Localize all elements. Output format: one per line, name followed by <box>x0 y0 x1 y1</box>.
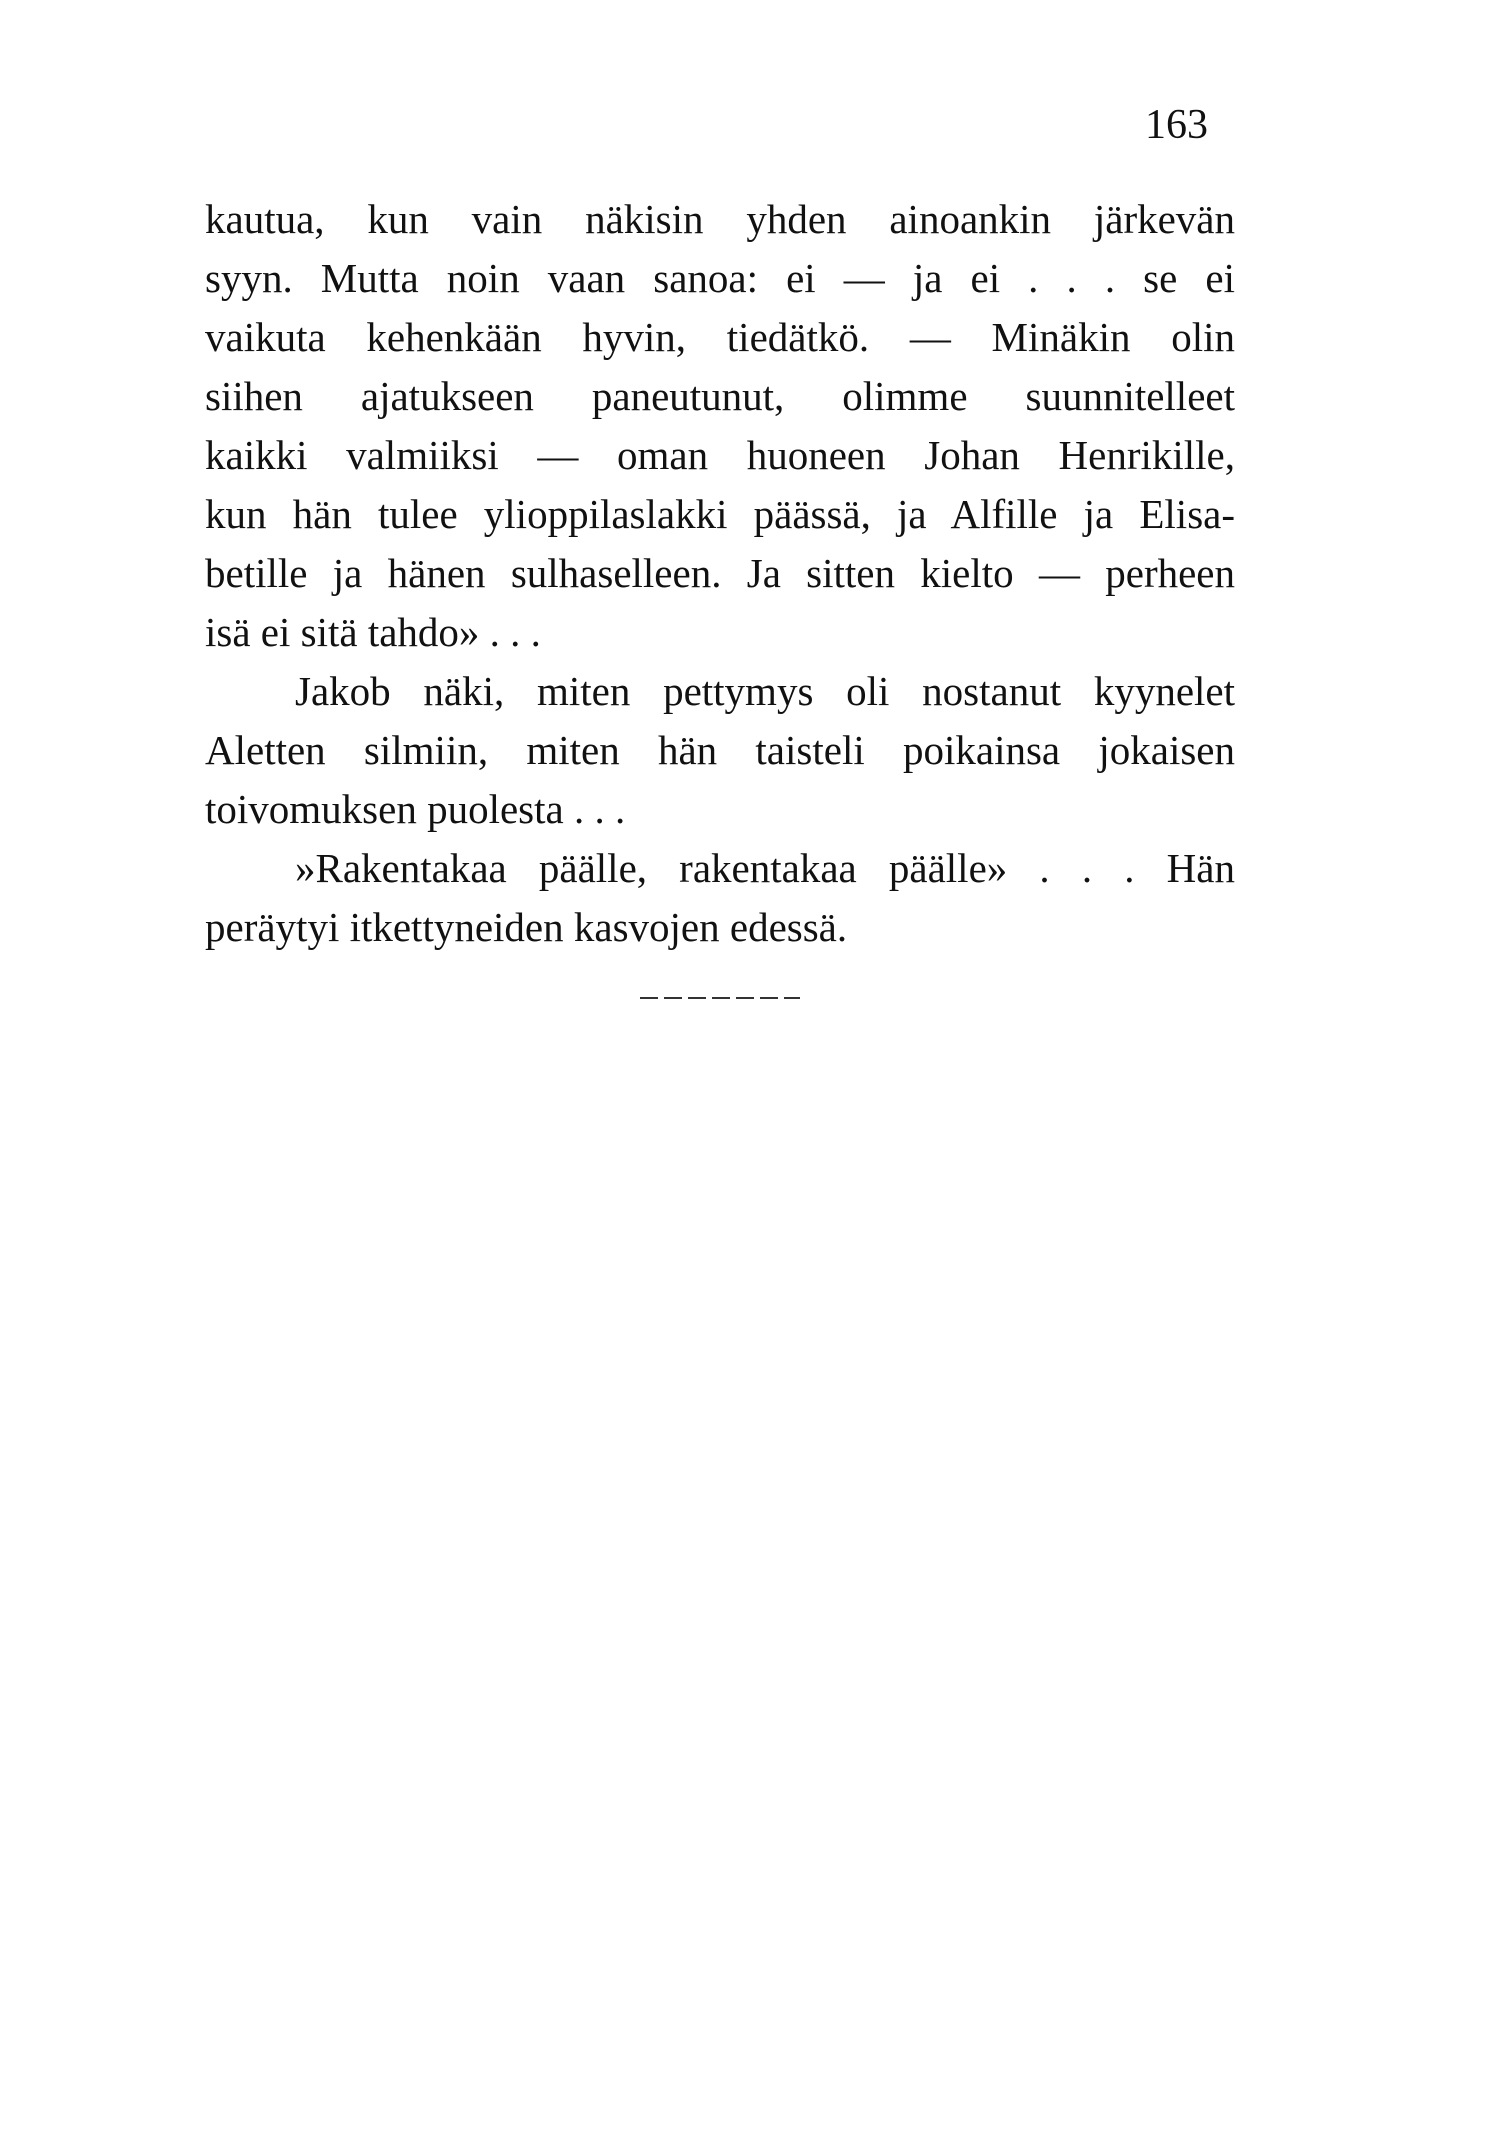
text-line: kun hän tulee ylioppilaslakki päässä, ja Alfille ja Elisa- <box>205 491 1235 537</box>
text-line: siihen ajatukseen paneutunut, olimme suunnitelleet <box>205 373 1235 419</box>
text-line: »Rakentakaa päälle, rakentakaa päälle» . . . Hän <box>295 845 1235 891</box>
text-line: isä ei sitä tahdo» . . . <box>205 609 541 655</box>
text-line: peräytyi itkettyneiden kasvojen edessä. <box>205 904 848 950</box>
text-line: Jakob näki, miten pettymys oli nostanut kyynelet <box>295 668 1235 714</box>
text-line: betille ja hänen sulhaselleen. Ja sitten kielto — perheen <box>205 550 1235 596</box>
text-line: vaikuta kehenkään hyvin, tiedätkö. — Minäkin olin <box>205 314 1235 360</box>
text-line: Aletten silmiin, miten hän taisteli poikainsa jokaisen <box>205 727 1235 773</box>
body-text <box>205 190 1235 957</box>
text-line: kaikki valmiiksi — oman huoneen Johan Henrikille, <box>205 432 1235 478</box>
text-line: toivomuksen puolesta . . . <box>205 786 626 832</box>
section-separator <box>640 997 800 999</box>
text-line: kautua, kun vain näkisin yhden ainoankin järkevän <box>205 196 1235 242</box>
text-line: syyn. Mutta noin vaan sanoa: ei — ja ei . . . se ei <box>205 255 1235 301</box>
page-number: 163 <box>1145 102 1208 148</box>
